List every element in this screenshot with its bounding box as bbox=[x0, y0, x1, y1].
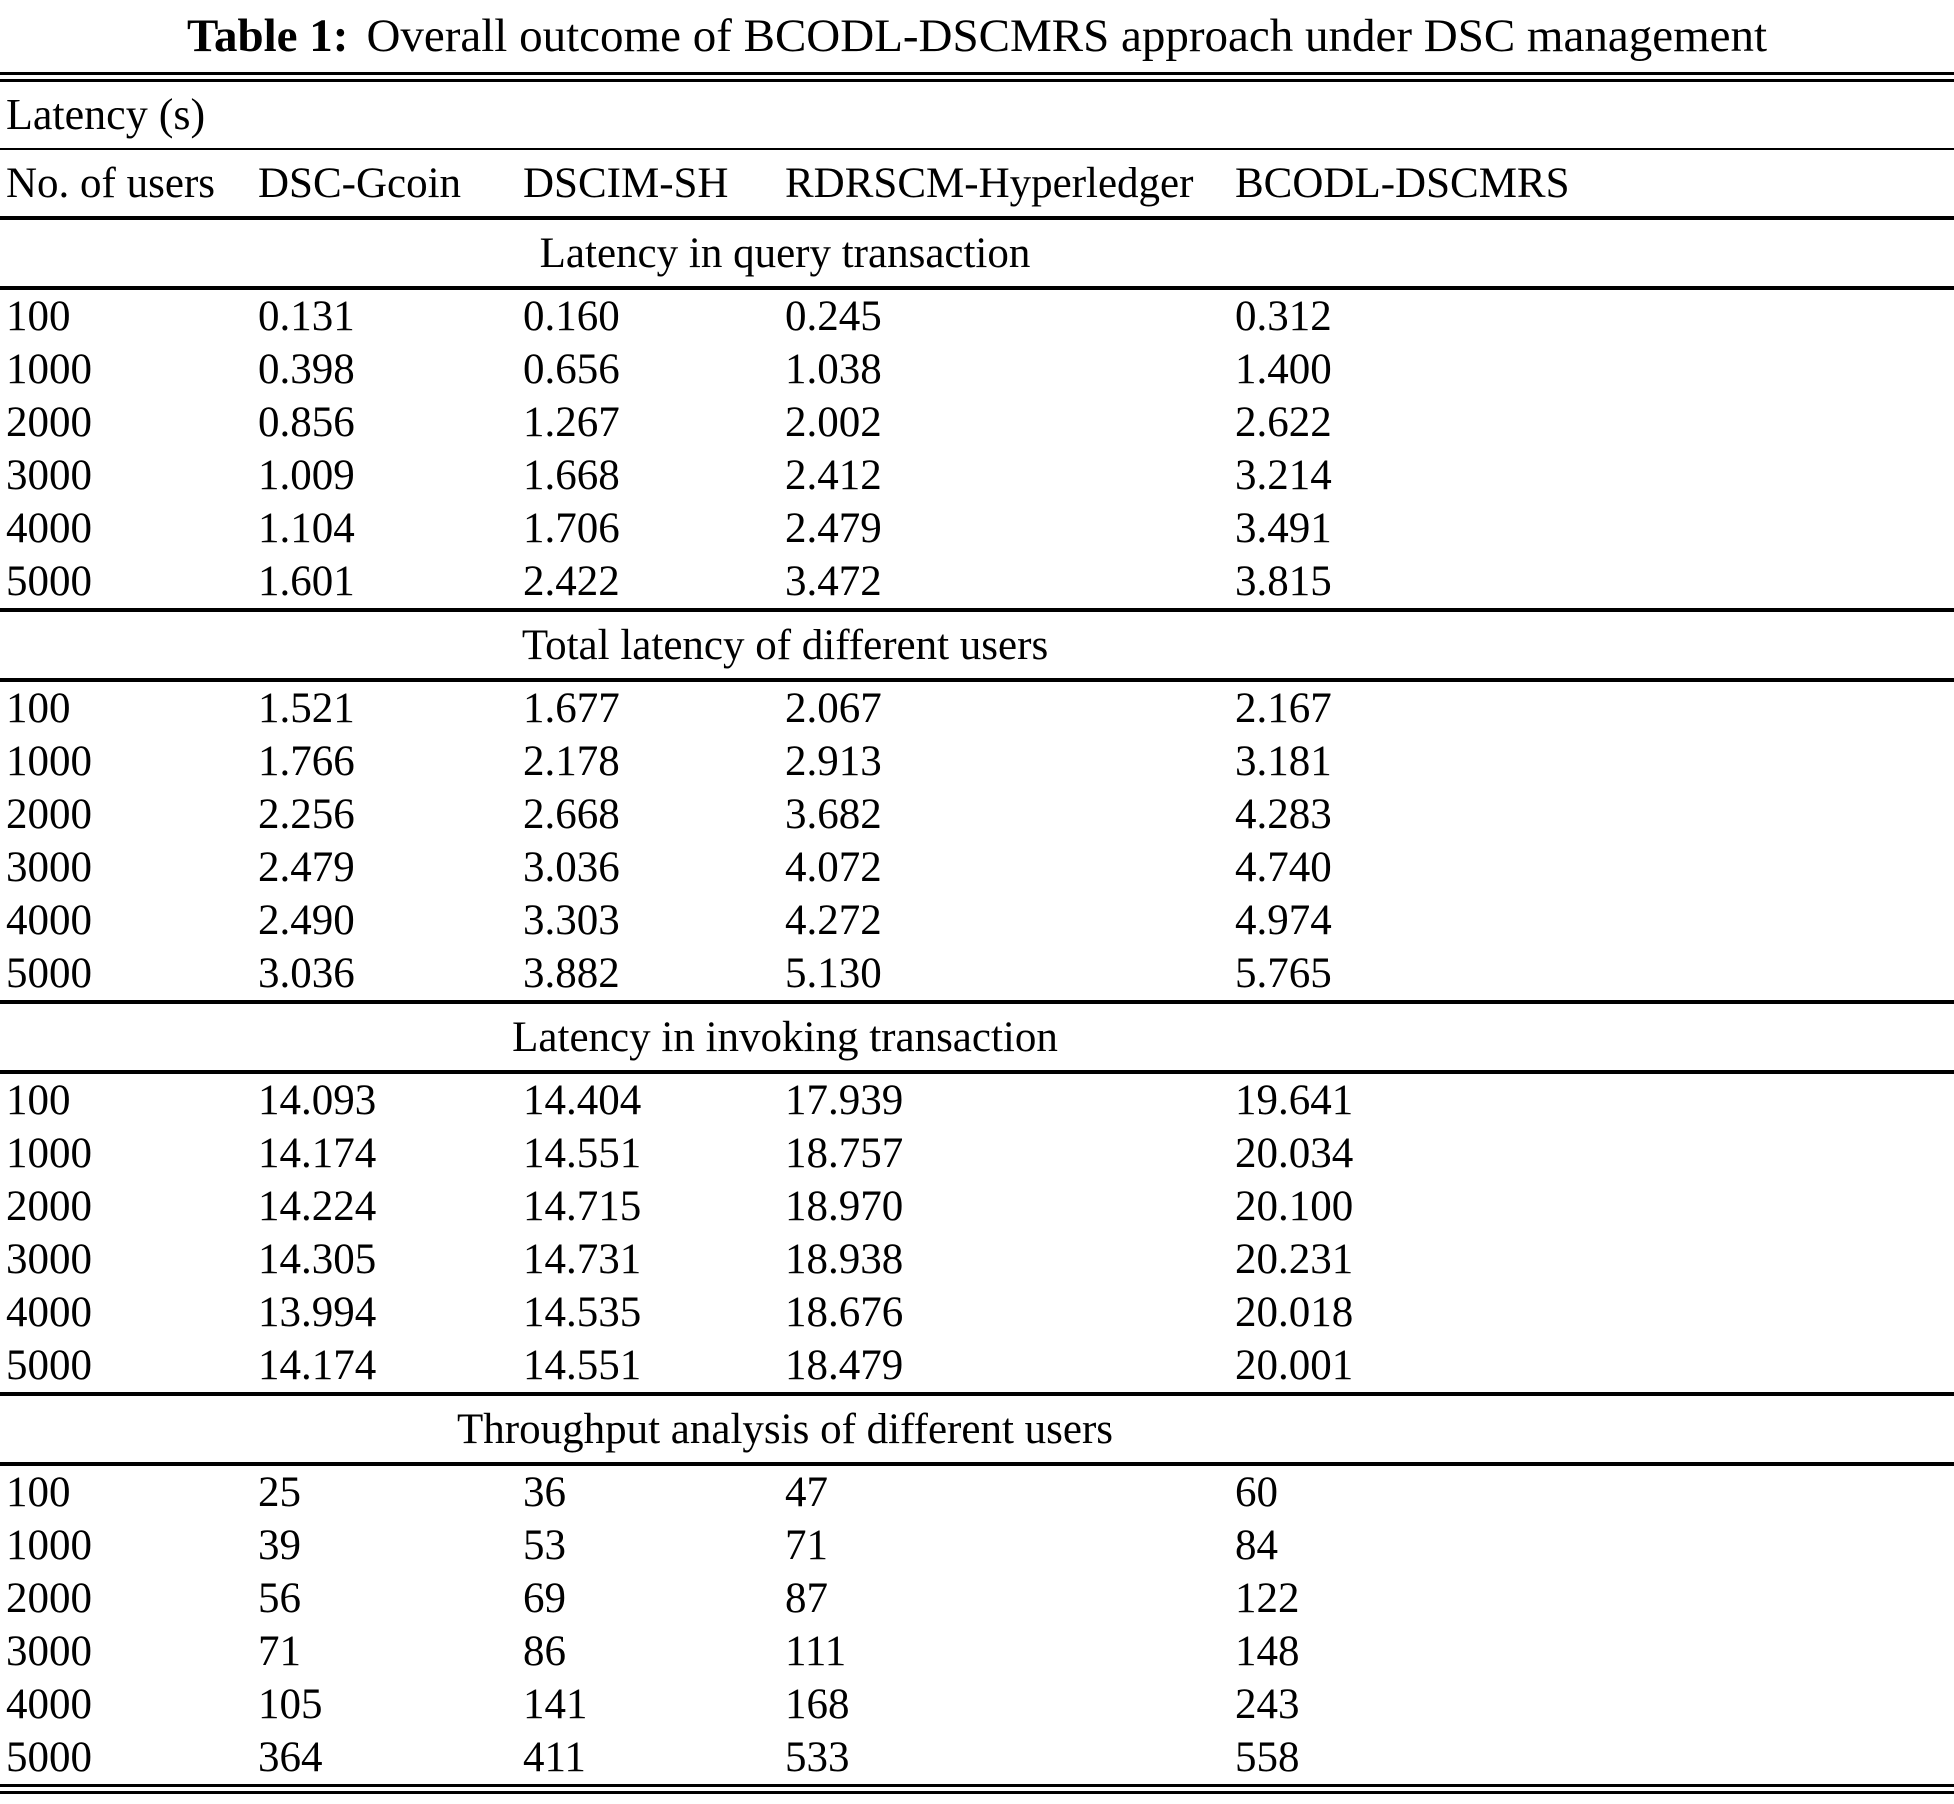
data-cell: 2.668 bbox=[523, 791, 620, 838]
data-cell: 20.018 bbox=[1235, 1289, 1354, 1336]
data-cell: 5000 bbox=[6, 950, 92, 997]
table-row bbox=[0, 396, 1954, 449]
data-cell: 2.002 bbox=[785, 399, 882, 446]
table-group-row bbox=[0, 77, 1954, 149]
data-cell: 5000 bbox=[6, 1734, 92, 1781]
data-cell: 3000 bbox=[6, 452, 92, 499]
section-header-label: Latency in invoking transaction bbox=[0, 1002, 1954, 1072]
data-cell: 3.303 bbox=[523, 897, 620, 944]
section-header-throughput bbox=[0, 1394, 1954, 1464]
data-cell: 3.181 bbox=[1235, 738, 1332, 785]
data-cell: 1.038 bbox=[785, 346, 882, 393]
data-cell: 14.715 bbox=[523, 1183, 642, 1230]
table-row bbox=[0, 449, 1954, 502]
data-cell: 4.974 bbox=[1235, 897, 1332, 944]
data-cell: 1.521 bbox=[258, 685, 355, 732]
data-cell: 2000 bbox=[6, 399, 92, 446]
data-cell: 5.130 bbox=[785, 950, 882, 997]
data-cell: 5000 bbox=[6, 1342, 92, 1389]
data-cell: 0.656 bbox=[523, 346, 620, 393]
data-cell: 0.398 bbox=[258, 346, 355, 393]
data-cell: 20.231 bbox=[1235, 1236, 1354, 1283]
data-cell: 20.034 bbox=[1235, 1130, 1354, 1177]
data-cell: 1000 bbox=[6, 738, 92, 785]
data-cell: 122 bbox=[1235, 1575, 1300, 1622]
data-cell: 4000 bbox=[6, 897, 92, 944]
data-cell: 2.178 bbox=[523, 738, 620, 785]
data-cell: 18.676 bbox=[785, 1289, 904, 1336]
data-cell: 25 bbox=[258, 1469, 301, 1516]
column-header-dsc-gcoin: DSC-Gcoin bbox=[252, 149, 517, 218]
data-cell: 3.815 bbox=[1235, 558, 1332, 605]
data-cell: 18.479 bbox=[785, 1342, 904, 1389]
table-row bbox=[0, 1625, 1954, 1678]
data-cell: 243 bbox=[1235, 1681, 1300, 1728]
table-row bbox=[0, 1127, 1954, 1180]
table-row bbox=[0, 555, 1954, 610]
section-header-total-latency bbox=[0, 610, 1954, 680]
data-cell: 141 bbox=[523, 1681, 588, 1728]
data-cell: 2.256 bbox=[258, 791, 355, 838]
data-cell: 2000 bbox=[6, 791, 92, 838]
data-cell: 1.766 bbox=[258, 738, 355, 785]
column-header-rdrscm-hyperledger: RDRSCM-Hyperledger bbox=[779, 149, 1229, 218]
data-cell: 53 bbox=[523, 1522, 566, 1569]
data-cell: 14.535 bbox=[523, 1289, 642, 1336]
section-header-invoking-latency bbox=[0, 1002, 1954, 1072]
column-header-users: No. of users bbox=[0, 149, 252, 218]
data-cell: 60 bbox=[1235, 1469, 1278, 1516]
data-cell: 1.677 bbox=[523, 685, 620, 732]
results-table bbox=[0, 72, 1954, 1794]
section-header-query-latency bbox=[0, 218, 1954, 288]
data-cell: 2.622 bbox=[1235, 399, 1332, 446]
data-cell: 1.400 bbox=[1235, 346, 1332, 393]
data-cell: 17.939 bbox=[785, 1077, 904, 1124]
data-cell: 1.009 bbox=[258, 452, 355, 499]
data-cell: 69 bbox=[523, 1575, 566, 1622]
data-cell: 2.490 bbox=[258, 897, 355, 944]
data-cell: 3.682 bbox=[785, 791, 882, 838]
table-row bbox=[0, 841, 1954, 894]
data-cell: 0.856 bbox=[258, 399, 355, 446]
data-cell: 1.104 bbox=[258, 505, 355, 552]
column-header-dscim-sh: DSCIM-SH bbox=[517, 149, 779, 218]
data-cell: 1000 bbox=[6, 1522, 92, 1569]
data-cell: 14.174 bbox=[258, 1130, 377, 1177]
data-cell: 14.093 bbox=[258, 1077, 377, 1124]
data-cell: 168 bbox=[785, 1681, 850, 1728]
data-cell: 1000 bbox=[6, 346, 92, 393]
table-row bbox=[0, 1464, 1954, 1519]
data-cell: 2.067 bbox=[785, 685, 882, 732]
data-cell: 3.036 bbox=[258, 950, 355, 997]
data-cell: 71 bbox=[258, 1628, 301, 1675]
table-row bbox=[0, 1072, 1954, 1127]
table-row bbox=[0, 343, 1954, 396]
table-row bbox=[0, 502, 1954, 555]
data-cell: 4000 bbox=[6, 1289, 92, 1336]
data-cell: 100 bbox=[6, 685, 71, 732]
data-cell: 1.668 bbox=[523, 452, 620, 499]
data-cell: 2.412 bbox=[785, 452, 882, 499]
data-cell: 558 bbox=[1235, 1734, 1300, 1781]
data-cell: 100 bbox=[6, 1469, 71, 1516]
table-row bbox=[0, 1572, 1954, 1625]
table-row bbox=[0, 1339, 1954, 1394]
data-cell: 2.479 bbox=[785, 505, 882, 552]
data-cell: 100 bbox=[6, 293, 71, 340]
table-row bbox=[0, 1519, 1954, 1572]
data-cell: 148 bbox=[1235, 1628, 1300, 1675]
section-header-label: Throughput analysis of different users bbox=[0, 1394, 1954, 1464]
data-cell: 4000 bbox=[6, 1681, 92, 1728]
table-column-header-row bbox=[0, 149, 1954, 218]
data-cell: 3000 bbox=[6, 1236, 92, 1283]
data-cell: 1000 bbox=[6, 1130, 92, 1177]
data-cell: 20.001 bbox=[1235, 1342, 1354, 1389]
data-cell: 4000 bbox=[6, 505, 92, 552]
data-cell: 1.267 bbox=[523, 399, 620, 446]
data-cell: 14.551 bbox=[523, 1130, 642, 1177]
table-group-header: Latency (s) bbox=[0, 77, 1954, 149]
data-cell: 0.131 bbox=[258, 293, 355, 340]
data-cell: 3.491 bbox=[1235, 505, 1332, 552]
data-cell: 18.938 bbox=[785, 1236, 904, 1283]
data-cell: 105 bbox=[258, 1681, 323, 1728]
table-row bbox=[0, 947, 1954, 1002]
section-header-label: Latency in query transaction bbox=[0, 218, 1954, 288]
data-cell: 14.551 bbox=[523, 1342, 642, 1389]
data-cell: 1.706 bbox=[523, 505, 620, 552]
table-caption-text: Overall outcome of BCODL-DSCMRS approach under DSC management bbox=[366, 10, 1768, 62]
data-cell: 111 bbox=[785, 1628, 847, 1675]
data-cell: 0.245 bbox=[785, 293, 882, 340]
data-cell: 20.100 bbox=[1235, 1183, 1354, 1230]
data-cell: 364 bbox=[258, 1734, 323, 1781]
data-cell: 14.731 bbox=[523, 1236, 642, 1283]
data-cell: 19.641 bbox=[1235, 1077, 1354, 1124]
data-cell: 2000 bbox=[6, 1575, 92, 1622]
data-cell: 3000 bbox=[6, 1628, 92, 1675]
data-cell: 3.882 bbox=[523, 950, 620, 997]
table-row bbox=[0, 1233, 1954, 1286]
data-cell: 47 bbox=[785, 1469, 828, 1516]
data-cell: 18.970 bbox=[785, 1183, 904, 1230]
data-cell: 2.167 bbox=[1235, 685, 1332, 732]
data-cell: 5000 bbox=[6, 558, 92, 605]
table-row bbox=[0, 680, 1954, 735]
table-caption-label: Table 1: bbox=[186, 10, 349, 62]
table-row bbox=[0, 788, 1954, 841]
data-cell: 84 bbox=[1235, 1522, 1278, 1569]
data-cell: 2000 bbox=[6, 1183, 92, 1230]
data-cell: 14.174 bbox=[258, 1342, 377, 1389]
data-cell: 0.312 bbox=[1235, 293, 1332, 340]
data-cell: 2.422 bbox=[523, 558, 620, 605]
table-row bbox=[0, 1678, 1954, 1731]
table-row bbox=[0, 735, 1954, 788]
table-row bbox=[0, 1180, 1954, 1233]
data-cell: 56 bbox=[258, 1575, 301, 1622]
data-cell: 2.479 bbox=[258, 844, 355, 891]
data-cell: 4.072 bbox=[785, 844, 882, 891]
data-cell: 71 bbox=[785, 1522, 828, 1569]
table-row bbox=[0, 288, 1954, 343]
table-row bbox=[0, 1731, 1954, 1789]
section-header-label: Total latency of different users bbox=[0, 610, 1954, 680]
data-cell: 18.757 bbox=[785, 1130, 904, 1177]
data-cell: 100 bbox=[6, 1077, 71, 1124]
data-cell: 14.404 bbox=[523, 1077, 642, 1124]
column-header-bcodl-dscmrs: BCODL-DSCMRS bbox=[1229, 149, 1954, 218]
data-cell: 411 bbox=[523, 1734, 586, 1781]
data-cell: 14.224 bbox=[258, 1183, 377, 1230]
data-cell: 533 bbox=[785, 1734, 850, 1781]
table-row bbox=[0, 894, 1954, 947]
data-cell: 1.601 bbox=[258, 558, 355, 605]
data-cell: 3.214 bbox=[1235, 452, 1332, 499]
data-cell: 36 bbox=[523, 1469, 566, 1516]
data-cell: 39 bbox=[258, 1522, 301, 1569]
data-cell: 4.740 bbox=[1235, 844, 1332, 891]
data-cell: 86 bbox=[523, 1628, 566, 1675]
data-cell: 3000 bbox=[6, 844, 92, 891]
data-cell: 3.472 bbox=[785, 558, 882, 605]
table-caption bbox=[0, 0, 1954, 72]
data-cell: 4.283 bbox=[1235, 791, 1332, 838]
data-cell: 14.305 bbox=[258, 1236, 377, 1283]
data-cell: 13.994 bbox=[258, 1289, 377, 1336]
data-cell: 0.160 bbox=[523, 293, 620, 340]
data-cell: 87 bbox=[785, 1575, 828, 1622]
table-row bbox=[0, 1286, 1954, 1339]
data-cell: 3.036 bbox=[523, 844, 620, 891]
data-cell: 2.913 bbox=[785, 738, 882, 785]
data-cell: 5.765 bbox=[1235, 950, 1332, 997]
data-cell: 4.272 bbox=[785, 897, 882, 944]
